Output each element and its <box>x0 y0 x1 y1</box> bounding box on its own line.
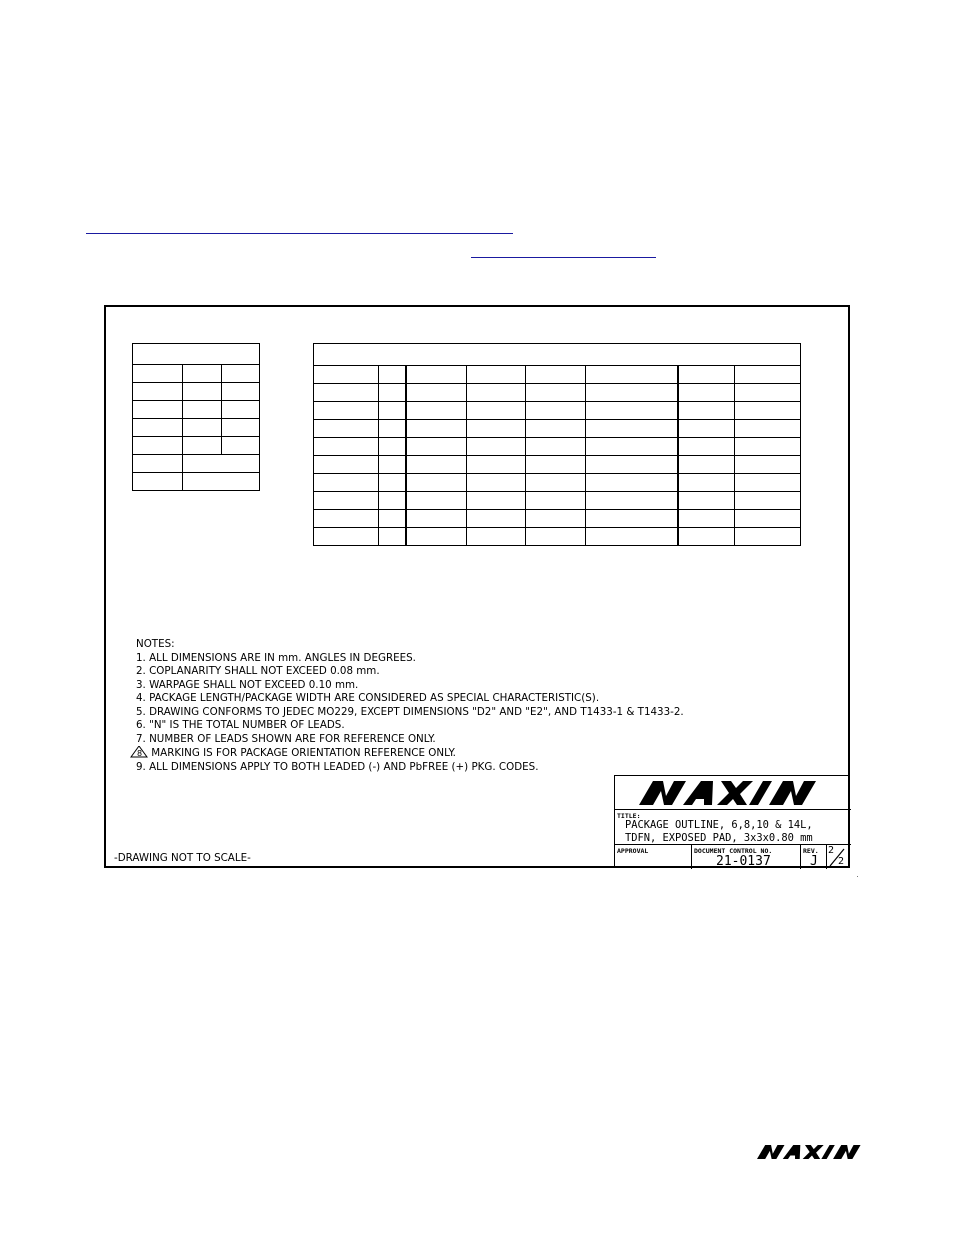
table-cell <box>183 365 221 383</box>
footer-logo <box>757 1144 867 1165</box>
table-cell <box>378 456 406 474</box>
table-cell <box>183 419 221 437</box>
table-cell <box>406 528 466 546</box>
table-cell <box>133 437 183 455</box>
table-cell <box>406 438 466 456</box>
table-cell <box>586 510 679 528</box>
package-title-line-1: PACKAGE OUTLINE, 6,8,10 & 14L, <box>625 819 813 831</box>
table-cell <box>466 474 525 492</box>
table-cell <box>133 419 183 437</box>
table-cell <box>525 384 586 402</box>
table-cell <box>735 366 801 384</box>
table-cell <box>678 384 734 402</box>
note-number: 9. <box>136 760 146 773</box>
document-control-number: 21-0137 <box>716 854 771 869</box>
table-cell <box>586 438 679 456</box>
table-cell <box>525 420 586 438</box>
package-drawing-frame <box>104 305 850 868</box>
table-cell <box>378 438 406 456</box>
note-text: PACKAGE LENGTH/PACKAGE WIDTH ARE CONSIDERED AS SPECIAL CHARACTERISTIC(S). <box>149 692 600 704</box>
table-cell <box>314 492 379 510</box>
table-cell <box>586 420 679 438</box>
table-row <box>314 474 801 492</box>
table-cell <box>586 456 679 474</box>
table-cell <box>525 438 586 456</box>
table-cell <box>183 455 260 473</box>
table-cell <box>133 383 183 401</box>
note-item <box>136 692 684 706</box>
approval-cell <box>615 845 692 869</box>
table-cell <box>466 492 525 510</box>
note-number: 7. <box>136 732 146 745</box>
table-row <box>314 384 801 402</box>
table-cell <box>406 402 466 420</box>
document-control-label: DOCUMENT CONTROL NO. <box>694 847 773 855</box>
document-control-cell <box>692 845 801 869</box>
link-underline[interactable] <box>471 257 656 258</box>
note-text: NUMBER OF LEADS SHOWN ARE FOR REFERENCE ONLY. <box>149 732 436 745</box>
table-cell <box>378 474 406 492</box>
table-cell <box>525 528 586 546</box>
maxim-footer-logo-icon <box>757 1144 867 1160</box>
table-cell <box>378 384 406 402</box>
table-cell <box>735 474 801 492</box>
table-cell <box>735 456 801 474</box>
table-cell <box>678 456 734 474</box>
note-text: ALL DIMENSIONS ARE IN mm. ANGLES IN DEGREES. <box>149 651 416 664</box>
note-number: 6. <box>136 719 146 731</box>
title-block-bottom-row <box>615 845 851 869</box>
table-row <box>133 473 260 491</box>
table-cell <box>221 437 259 455</box>
note-number: 3. <box>136 678 146 691</box>
table-cell <box>406 420 466 438</box>
table-cell <box>314 474 379 492</box>
note-flag-triangle-icon <box>130 746 148 758</box>
dimension-table-large <box>313 343 801 546</box>
table-row <box>314 438 801 456</box>
package-title <box>625 819 813 845</box>
table-cell <box>183 473 260 491</box>
note-text: MARKING IS FOR PACKAGE ORIENTATION REFERENCE ONLY. <box>151 747 456 759</box>
stray-dot <box>857 876 858 877</box>
table-row <box>133 401 260 419</box>
table-row <box>133 437 260 455</box>
notes-heading: NOTES: <box>136 638 175 650</box>
table-cell <box>735 510 801 528</box>
table-cell <box>221 419 259 437</box>
table-cell <box>378 366 406 384</box>
table-cell <box>466 420 525 438</box>
approval-label: APPROVAL <box>617 847 649 855</box>
note-number: 2. <box>136 665 146 677</box>
table-row <box>133 455 260 473</box>
table-cell <box>678 474 734 492</box>
table-cell <box>466 438 525 456</box>
table-row <box>314 456 801 474</box>
table-row <box>133 365 260 383</box>
table-cell <box>183 437 221 455</box>
table-cell <box>378 420 406 438</box>
table-cell <box>133 455 183 473</box>
table-cell <box>183 401 221 419</box>
table-cell <box>406 474 466 492</box>
title-block-logo <box>615 776 851 810</box>
note-item <box>136 652 684 666</box>
revision-label: REV. <box>803 847 819 855</box>
sheet-total: 2 <box>838 856 845 867</box>
title-label: TITLE: <box>617 812 641 820</box>
table-cell <box>466 384 525 402</box>
table-cell <box>586 402 679 420</box>
table-cell <box>466 510 525 528</box>
table-cell <box>525 510 586 528</box>
table-row <box>314 492 801 510</box>
table-row <box>314 528 801 546</box>
table-row <box>314 366 801 384</box>
table-cell <box>678 528 734 546</box>
table-cell <box>586 492 679 510</box>
table-cell <box>378 510 406 528</box>
note-item <box>136 733 684 747</box>
table-row <box>133 383 260 401</box>
table-cell <box>586 384 679 402</box>
table-cell <box>183 383 221 401</box>
table-cell <box>678 492 734 510</box>
table-cell <box>466 366 525 384</box>
note-item <box>136 665 684 679</box>
title-block-title <box>615 810 851 845</box>
table-cell <box>678 420 734 438</box>
table-cell <box>314 528 379 546</box>
sheet-number <box>827 847 847 867</box>
table-cell <box>466 528 525 546</box>
table-cell <box>735 384 801 402</box>
table-cell <box>586 474 679 492</box>
table-cell <box>406 492 466 510</box>
note-number: 8 <box>137 749 143 758</box>
table-cell <box>378 492 406 510</box>
table-cell <box>133 344 260 365</box>
note-number: 5. <box>136 705 146 718</box>
dimension-table-small <box>132 343 260 491</box>
table-cell <box>133 401 183 419</box>
table-cell <box>378 528 406 546</box>
table-cell <box>314 438 379 456</box>
table-cell <box>735 402 801 420</box>
table-cell <box>221 365 259 383</box>
top-rule <box>86 233 513 234</box>
table-cell <box>735 438 801 456</box>
note-item <box>136 761 684 775</box>
table-row <box>133 419 260 437</box>
table-cell <box>466 402 525 420</box>
table-cell <box>525 474 586 492</box>
table-cell <box>586 528 679 546</box>
table-cell <box>525 456 586 474</box>
table-cell <box>314 384 379 402</box>
note-text: DRAWING CONFORMS TO JEDEC MO229, EXCEPT DIMENSIONS "D2" AND "E2", AND T1433-1 & T1433-2. <box>149 705 684 718</box>
package-title-line-2: TDFN, EXPOSED PAD, 3x3x0.80 mm <box>625 832 813 844</box>
sheet-current: 2 <box>828 845 835 856</box>
table-cell <box>525 402 586 420</box>
note-number: 1. <box>136 651 146 664</box>
revision-value: J <box>810 854 818 869</box>
table-cell <box>314 366 379 384</box>
notes-block <box>136 638 684 774</box>
table-cell <box>406 456 466 474</box>
table-cell <box>735 492 801 510</box>
table-cell <box>678 438 734 456</box>
note-item <box>136 719 684 733</box>
table-cell <box>735 528 801 546</box>
note-item <box>136 746 684 761</box>
note-text: COPLANARITY SHALL NOT EXCEED 0.08 mm. <box>149 665 380 677</box>
table-cell <box>314 456 379 474</box>
title-block <box>614 775 850 868</box>
not-to-scale-label: -DRAWING NOT TO SCALE- <box>114 852 251 864</box>
note-text: "N" IS THE TOTAL NUMBER OF LEADS. <box>149 719 345 731</box>
table-cell <box>314 510 379 528</box>
table-cell <box>678 366 734 384</box>
table-cell <box>466 456 525 474</box>
table-cell <box>221 401 259 419</box>
note-text: WARPAGE SHALL NOT EXCEED 0.10 mm. <box>149 678 359 691</box>
maxim-logo-icon <box>639 781 827 805</box>
table-cell <box>133 365 183 383</box>
table-cell <box>406 366 466 384</box>
table-cell <box>406 384 466 402</box>
table-cell <box>586 366 679 384</box>
table-cell <box>678 402 734 420</box>
revision-cell <box>801 845 827 869</box>
table-cell <box>735 420 801 438</box>
note-number: 4. <box>136 692 146 704</box>
table-cell <box>406 510 466 528</box>
table-cell <box>314 420 379 438</box>
table-cell <box>525 366 586 384</box>
table-cell <box>378 402 406 420</box>
table-cell <box>678 510 734 528</box>
table-cell <box>133 473 183 491</box>
table-row <box>314 420 801 438</box>
note-item <box>136 706 684 720</box>
note-text: ALL DIMENSIONS APPLY TO BOTH LEADED (-) AND PbFREE (+) PKG. CODES. <box>149 760 539 773</box>
table-row <box>314 510 801 528</box>
table-row <box>314 402 801 420</box>
notes-list <box>136 652 684 775</box>
table-cell <box>314 344 801 366</box>
table-cell <box>221 383 259 401</box>
table-cell <box>314 402 379 420</box>
table-cell <box>525 492 586 510</box>
note-item <box>136 679 684 693</box>
